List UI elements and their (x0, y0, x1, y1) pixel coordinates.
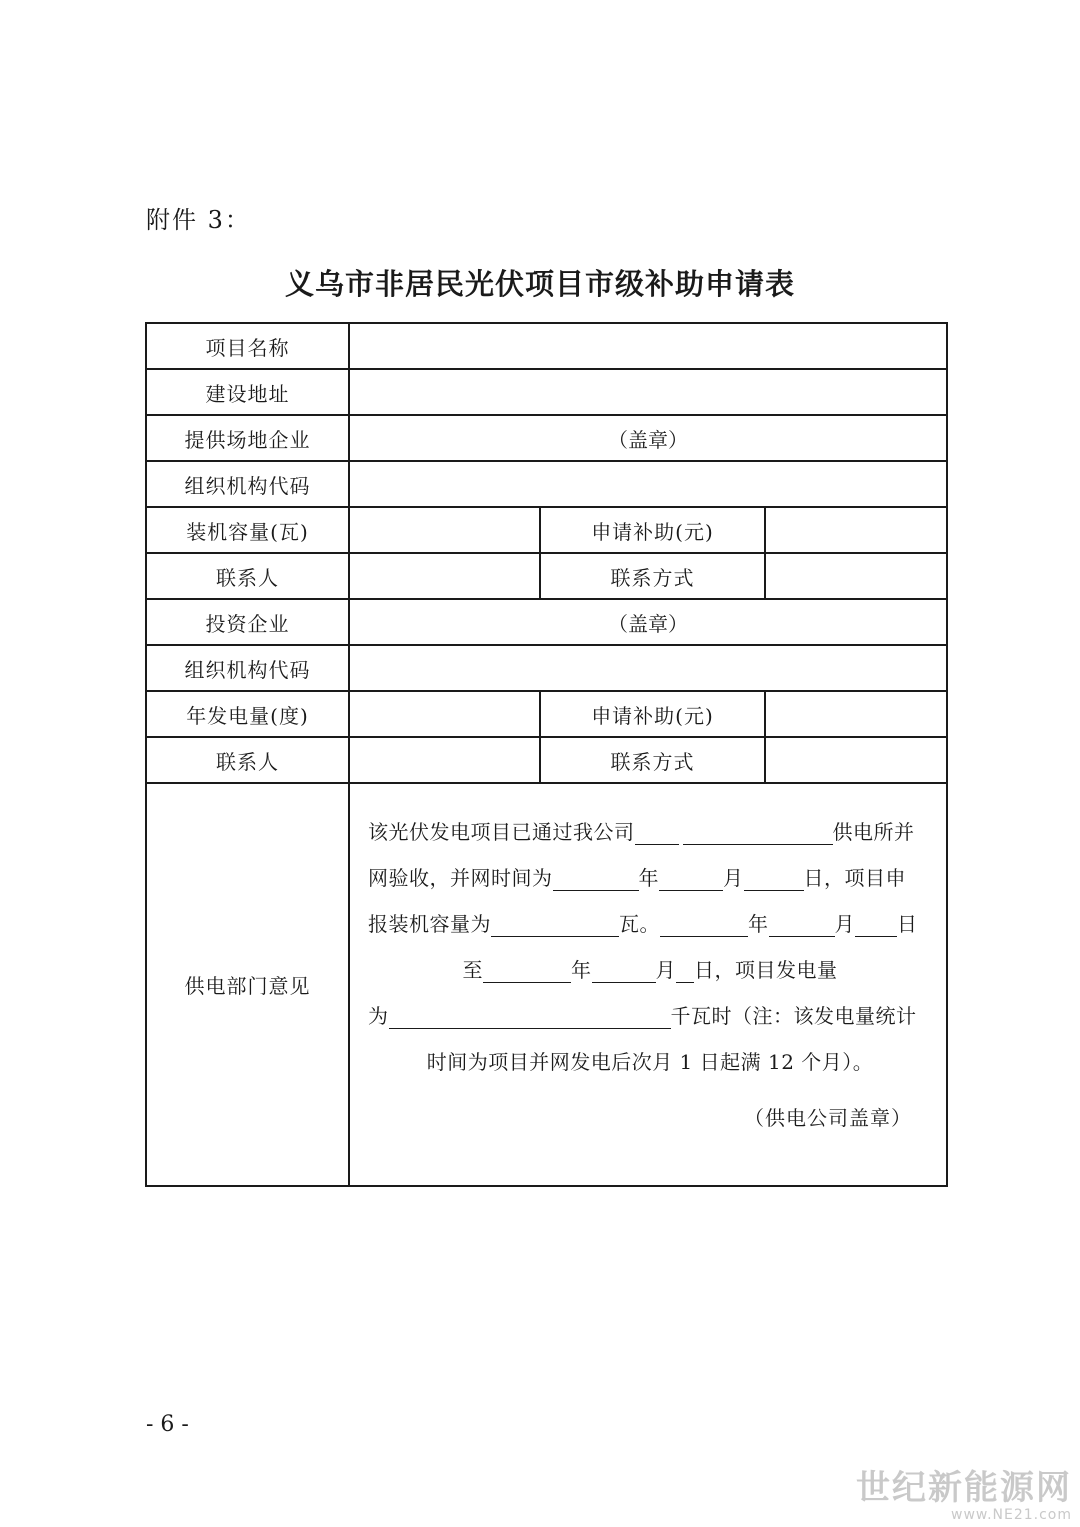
subsidy-1-label: 申请补助(元) (540, 507, 765, 553)
contact-method-1-field[interactable] (765, 553, 947, 599)
org-code-2-label: 组织机构代码 (146, 645, 349, 691)
opinion-text: 月 (723, 866, 744, 890)
opinion-text: 至 (462, 958, 484, 982)
opinion-text: 千瓦时（注：该发电量统计 (670, 1004, 917, 1028)
org-code-1-field[interactable] (349, 461, 947, 507)
annual-generation-field[interactable] (349, 691, 540, 737)
site-provider-label: 提供场地企业 (146, 415, 349, 461)
page-number: - 6 - (146, 1412, 189, 1437)
row-site-provider (146, 415, 947, 461)
build-address-field[interactable] (349, 369, 947, 415)
blank-underline[interactable] (683, 814, 833, 845)
row-annual-generation (146, 691, 947, 737)
contact-2-field[interactable] (349, 737, 540, 783)
blank-underline[interactable] (660, 906, 748, 937)
project-name-field[interactable] (349, 323, 947, 369)
investor-stamp-note: （盖章） (608, 611, 689, 636)
site-provider-stamp-note: （盖章） (608, 427, 689, 452)
opinion-line-6: 时间为项目并网发电后次月 1 日起满 12 个月）。 (426, 1050, 874, 1074)
opinion-text: 网验收，并网时间为 (368, 866, 553, 890)
opinion-line-4 (368, 947, 932, 993)
blank-underline[interactable] (491, 906, 619, 937)
contact-2-label: 联系人 (146, 737, 349, 783)
opinion-text: 日，项目发电量 (694, 958, 838, 982)
power-supply-opinion-field[interactable] (349, 783, 947, 1186)
blank-underline[interactable] (769, 906, 835, 937)
attachment-label: 附件 3： (146, 206, 251, 234)
opinion-text: 该光伏发电项目已通过我公司 (368, 820, 635, 844)
opinion-text: 日，项目申 (803, 866, 906, 890)
opinion-text: 供电所并 (832, 820, 915, 844)
opinion-text: 年 (748, 912, 769, 936)
contact-method-2-field[interactable] (765, 737, 947, 783)
subsidy-application-table (145, 322, 948, 1187)
blank-underline[interactable] (659, 860, 723, 891)
opinion-text: 月 (834, 912, 855, 936)
row-contact-1 (146, 553, 947, 599)
opinion-text: 年 (571, 958, 592, 982)
row-capacity (146, 507, 947, 553)
row-org-code-1 (146, 461, 947, 507)
row-org-code-2 (146, 645, 947, 691)
power-company-stamp-note: （供电公司盖章） (744, 1106, 913, 1130)
opinion-text: 瓦。 (619, 912, 660, 936)
capacity-field[interactable] (349, 507, 540, 553)
opinion-line-5 (368, 993, 932, 1039)
watermark-name: 世纪新能源网 (856, 1468, 1072, 1508)
capacity-label: 装机容量(瓦) (146, 507, 349, 553)
site-watermark (856, 1469, 1072, 1523)
contact-1-label: 联系人 (146, 553, 349, 599)
project-name-label: 项目名称 (146, 323, 349, 369)
opinion-line-3 (368, 901, 932, 947)
row-investor (146, 599, 947, 645)
blank-underline[interactable] (635, 814, 679, 845)
site-provider-field[interactable] (349, 415, 947, 461)
row-build-address (146, 369, 947, 415)
opinion-text: 年 (638, 866, 659, 890)
form-title: 义乌市非居民光伏项目市级补助申请表 (284, 267, 795, 301)
blank-underline[interactable] (389, 998, 671, 1029)
contact-method-2-label: 联系方式 (540, 737, 765, 783)
build-address-label: 建设地址 (146, 369, 349, 415)
blank-underline[interactable] (676, 952, 694, 983)
org-code-2-field[interactable] (349, 645, 947, 691)
opinion-text: 日 (897, 912, 918, 936)
blank-underline[interactable] (553, 860, 639, 891)
opinion-line-2 (368, 855, 932, 901)
subsidy-1-field[interactable] (765, 507, 947, 553)
blank-underline[interactable] (483, 952, 571, 983)
org-code-1-label: 组织机构代码 (146, 461, 349, 507)
blank-underline[interactable] (592, 952, 656, 983)
power-supply-opinion-label: 供电部门意见 (146, 783, 349, 1186)
annual-generation-label: 年发电量(度) (146, 691, 349, 737)
opinion-line-1 (368, 809, 932, 855)
opinion-text: 为 (368, 1004, 389, 1028)
opinion-text: 月 (655, 958, 677, 982)
row-project-name (146, 323, 947, 369)
subsidy-2-label: 申请补助(元) (540, 691, 765, 737)
blank-underline[interactable] (744, 860, 804, 891)
investor-label: 投资企业 (146, 599, 349, 645)
watermark-url: www.NE21.com (951, 1507, 1072, 1523)
row-contact-2 (146, 737, 947, 783)
subsidy-2-field[interactable] (765, 691, 947, 737)
row-power-supply-opinion (146, 783, 947, 1186)
investor-field[interactable] (349, 599, 947, 645)
contact-method-1-label: 联系方式 (540, 553, 765, 599)
opinion-text: 报装机容量为 (368, 912, 491, 936)
blank-underline[interactable] (855, 906, 897, 937)
contact-1-field[interactable] (349, 553, 540, 599)
